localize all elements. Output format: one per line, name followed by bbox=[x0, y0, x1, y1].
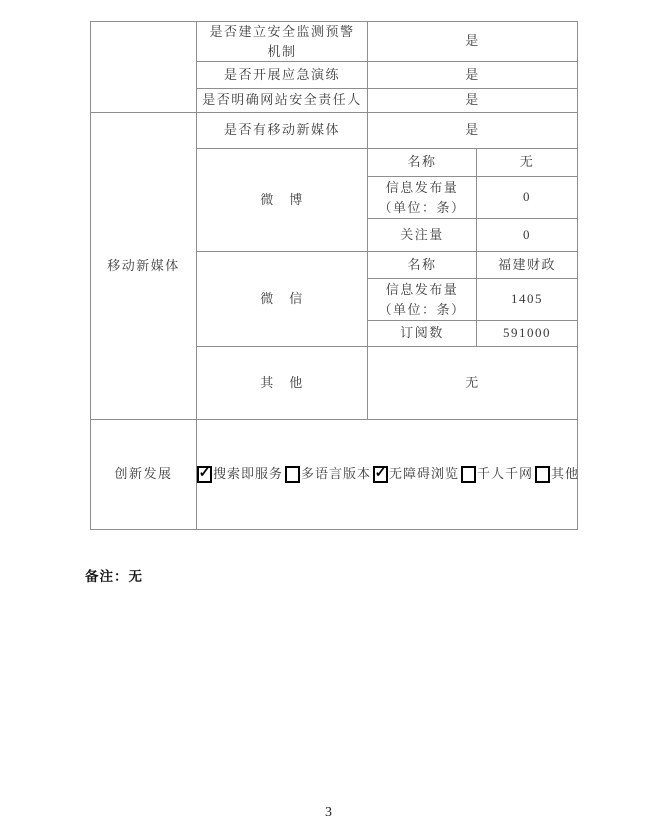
option-label: 多语言版本 bbox=[300, 466, 371, 482]
question-has-mobile-media: 是否有移动新媒体 bbox=[197, 113, 368, 149]
wechat-subscribers-label: 订阅数 bbox=[368, 321, 477, 347]
option-search-as-service bbox=[195, 465, 283, 484]
page-number: 3 bbox=[325, 805, 332, 820]
remarks-label: 备注： bbox=[85, 569, 129, 584]
option-personalized-web bbox=[459, 465, 533, 484]
other-media-label: 其 他 bbox=[197, 347, 368, 420]
option-label: 千人千网 bbox=[477, 466, 534, 482]
question-label: 是否建立安全监测预警 bbox=[209, 24, 355, 39]
table-row bbox=[91, 420, 578, 530]
weibo-followers-label: 关注量 bbox=[368, 219, 477, 252]
section-cell-mobile-media: 移动新媒体 bbox=[91, 113, 197, 420]
remarks-value: 无 bbox=[128, 569, 143, 584]
option-label: 搜索即服务 bbox=[212, 466, 283, 482]
table-row bbox=[91, 113, 578, 149]
answer-has-mobile-media: 是 bbox=[368, 113, 578, 149]
option-accessibility bbox=[371, 465, 459, 484]
option-label: 无障碍浏览 bbox=[389, 466, 460, 482]
question-label-line2: 机制 bbox=[267, 43, 297, 59]
question-security-officer: 是否明确网站安全责任人 bbox=[197, 89, 368, 113]
wechat-name-value: 福建财政 bbox=[477, 252, 578, 279]
report-table bbox=[90, 21, 578, 530]
question-security-monitor bbox=[197, 22, 368, 62]
wechat-subscribers-value: 591000 bbox=[477, 321, 578, 347]
option-other bbox=[533, 465, 579, 484]
weibo-posts-value: 0 bbox=[477, 177, 578, 219]
table-row bbox=[91, 22, 578, 62]
checkbox-personalized-web-icon[interactable] bbox=[461, 466, 476, 483]
checkbox-multilingual-icon[interactable] bbox=[285, 466, 300, 483]
checkbox-other-icon[interactable] bbox=[535, 466, 550, 483]
checkbox-search-as-service-icon[interactable]: ✓ bbox=[197, 466, 212, 483]
checkbox-accessibility-icon[interactable]: ✓ bbox=[373, 466, 388, 483]
remarks bbox=[85, 565, 143, 585]
question-emergency-drill: 是否开展应急演练 bbox=[197, 62, 368, 89]
section-cell-innovation: 创新发展 bbox=[91, 420, 197, 530]
answer-emergency-drill: 是 bbox=[368, 62, 578, 89]
innovation-options-cell bbox=[197, 420, 578, 530]
section-cell-empty bbox=[91, 22, 197, 113]
wechat-name-label: 名称 bbox=[368, 252, 477, 279]
other-media-value: 无 bbox=[368, 347, 578, 420]
wechat-posts-label: 信息发布量 （单位：条） bbox=[368, 279, 477, 321]
weibo-name-value: 无 bbox=[477, 149, 578, 177]
answer-security-monitor: 是 bbox=[368, 22, 578, 62]
answer-security-officer: 是 bbox=[368, 89, 578, 113]
wechat-label-cell: 微 信 bbox=[197, 252, 368, 347]
option-multilingual bbox=[283, 465, 371, 484]
option-label: 其他 bbox=[551, 466, 580, 482]
weibo-name-label: 名称 bbox=[368, 149, 477, 177]
weibo-followers-value: 0 bbox=[477, 219, 578, 252]
weibo-label-cell: 微 博 bbox=[197, 149, 368, 252]
wechat-posts-value: 1405 bbox=[477, 279, 578, 321]
innovation-options bbox=[198, 465, 580, 484]
weibo-posts-label: 信息发布量 （单位：条） bbox=[368, 177, 477, 219]
